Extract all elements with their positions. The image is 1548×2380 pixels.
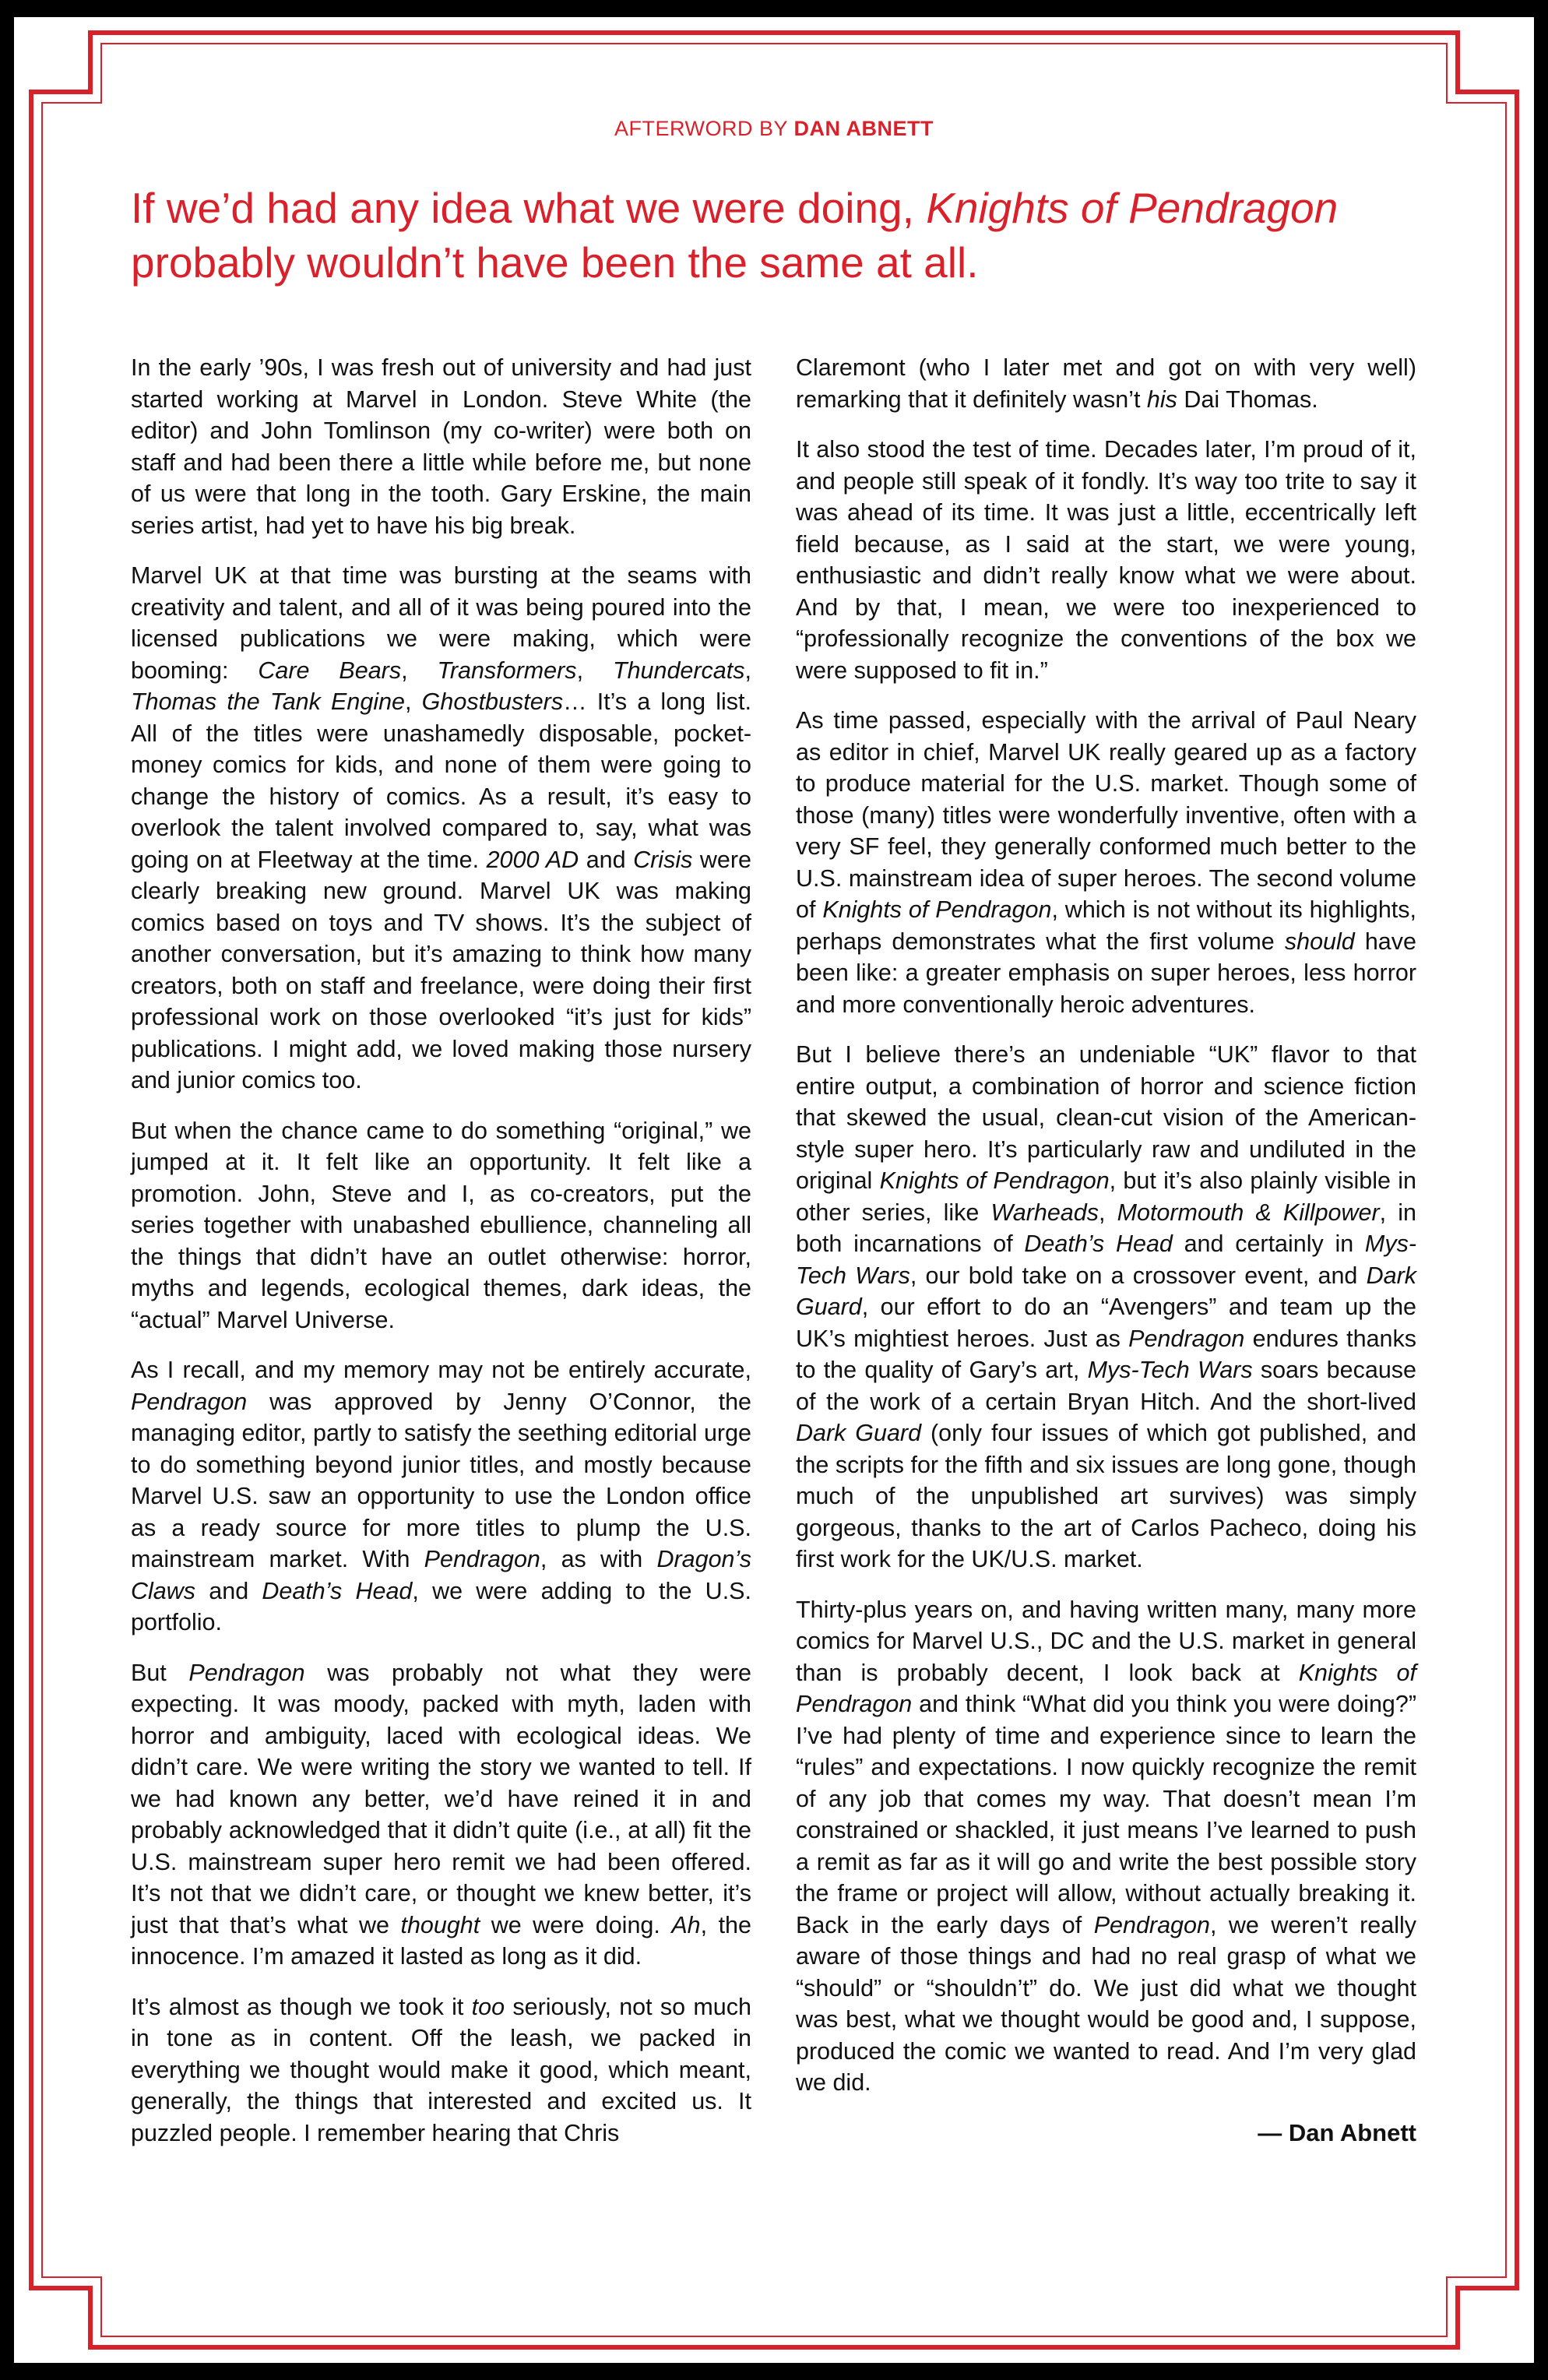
- page: [14, 17, 1534, 2363]
- afterword-author: DAN ABNETT: [793, 117, 934, 140]
- body-paragraph: Claremont (who I later met and got on with very well) remarking that it definitely wasn’t his Dai Thomas.: [796, 354, 1416, 413]
- body-paragraph: But when the chance came to do something “original,” we jumped at it. It felt like an opportunity. It felt like a promotion. John, Steve and I, as co-creators, put the series together with unabashed ebullience, channeling all the things that didn’t have an outlet otherwise: horror, myths and legends, ecological themes, dark ideas, the “actual” Marvel Universe.: [131, 1117, 751, 1333]
- body-paragraph: It also stood the test of time. Decades later, I’m proud of it, and people still speak of it fondly. It’s way too trite to say it was ahead of its time. It was just a little, eccentrically left field because, as I said at the start, we were young, enthusiastic and didn’t really know what we were about. And by that, I mean, we were too inexperienced to “professionally recognize the conventions of the box we were supposed to fit in.”: [796, 436, 1416, 684]
- body-paragraph: In the early ’90s, I was fresh out of university and had just started working at Marvel in London. Steve White (the editor) and John Tomlinson (my co-writer) were both on staff and had been there a little while before me, but none of us were that long in the tooth. Gary Erskine, the main series artist, had yet to have his big break.: [131, 354, 751, 539]
- body-paragraph: It’s almost as though we took it too seriously, not so much in tone as in content. Off the leash, we packed in everything we thought would make it good, which meant, generally, the things that interested and excited us. It puzzled people. I remember hearing that Chris: [131, 1993, 751, 2146]
- body-paragraph: But I believe there’s an undeniable “UK” flavor to that entire output, a combination of horror and science fiction that skewed the usual, clean-cut vision of the American-style super hero. It’s particularly raw and undiluted in the original Knights of Pendragon, but it’s also plainly visible in other series, like Warheads, Motormouth & Killpower, in both incarnations of Death’s Head and certainly in Mys-Tech Wars, our bold take on a crossover event, and Dark Guard, our effort to do an “Avengers” and team up the UK’s mightiest heroes. Just as Pendragon endures thanks to the quality of Gary’s art, Mys-Tech Wars soars because of the work of a certain Bryan Hitch. And the short-lived Dark Guard (only four issues of which got published, and the scripts for the fifth and six issues are long gone, though much of the unpublished art survives) was simply gorgeous, thanks to the art of Carlos Pacheco, doing his first work for the UK/U.S. market.: [796, 1041, 1416, 1572]
- headline-part1: If we’d had any idea what we were doing,: [131, 184, 927, 232]
- left-column: [131, 352, 751, 2167]
- body-paragraph: As time passed, especially with the arrival of Paul Neary as editor in chief, Marvel UK really geared up as a factory to produce material for the U.S. market. Though some of those (many) titles were wonderfully inventive, often with a very SF feel, they generally conformed much better to the U.S. mainstream idea of super heroes. The second volume of Knights of Pendragon, which is not without its highlights, perhaps demonstrates what the first volume should have been like: a greater emphasis on super heroes, less horror and more conventionally heroic adventures.: [796, 707, 1416, 1018]
- body-paragraph: Marvel UK at that time was bursting at the seams with creativity and talent, and all of it was being poured into the licensed publications we were making, which were booming: Care Bears, Transformers, Thundercats, Thomas the Tank Engine, Ghostbusters… It’s a long list. All of the titles were unashamedly disposable, pocket-money comics for kids, and none of them were going to change the history of comics. As a result, it’s easy to overlook the talent involved compared to, say, what was going on at Fleetway at the time. 2000 AD and Crisis were clearly breaking new ground. Marvel UK was making comics based on toys and TV shows. It’s the subject of another conversation, but it’s amazing to think how many creators, both on staff and freelance, were doing their first professional work on those overlooked “it’s just for kids” publications. I might add, we loved making those nursery and junior comics too.: [131, 562, 751, 1093]
- headline-part2: probably wouldn’t have been the same at all.: [131, 238, 979, 287]
- afterword-label: [14, 117, 1534, 141]
- afterword-prefix: AFTERWORD BY: [614, 117, 794, 140]
- right-column: [796, 352, 1416, 2149]
- body-paragraph: As I recall, and my memory may not be entirely accurate, Pendragon was approved by Jenny O’Connor, the managing editor, partly to satisfy the seething editorial urge to do something beyond junior titles, and mostly because Marvel U.S. saw an opportunity to use the London office as a ready source for more titles to plump the U.S. mainstream market. With Pendragon, as with Dragon’s Claws and Death’s Head, we were adding to the U.S. portfolio.: [131, 1357, 751, 1635]
- headline-title: Knights of Pendragon: [926, 184, 1339, 232]
- body-paragraph: But Pendragon was probably not what they were expecting. It was moody, packed with myth, laden with horror and ambiguity, laced with ecological ideas. We didn’t care. We were writing the story we wanted to tell. If we had known any better, we’d have reined it in and probably acknowledged that it didn’t quite (i.e., at all) fit the U.S. mainstream super hero remit we had been offered. It’s not that we didn’t care, or thought we knew better, it’s just that that’s what we thought we were doing. Ah, the innocence. I’m amazed it lasted as long as it did.: [131, 1659, 751, 1970]
- signoff: — Dan Abnett: [1258, 2118, 1416, 2146]
- headline: [131, 181, 1455, 290]
- body-paragraph: Thirty-plus years on, and having written many, many more comics for Marvel U.S., DC and the U.S. market in general than is probably decent, I look back at Knights of Pendragon and think “What did you think you were doing?” I’ve had plenty of time and experience since to learn the “rules” and expectations. I now quickly recognize the remit of any job that comes my way. That doesn’t mean I’m constrained or shackled, it just means I’ve learned to push a remit as far as it will go and write the best possible story the frame or project will allow, without actually breaking it. Back in the early days of Pendragon, we weren’t really aware of those things and had no real grasp of what we “should” or “shouldn’t” do. We just did what we thought was best, what we thought would be good and, I suppose, produced the comic we wanted to read. And I’m very glad we did.: [796, 1596, 1416, 2096]
